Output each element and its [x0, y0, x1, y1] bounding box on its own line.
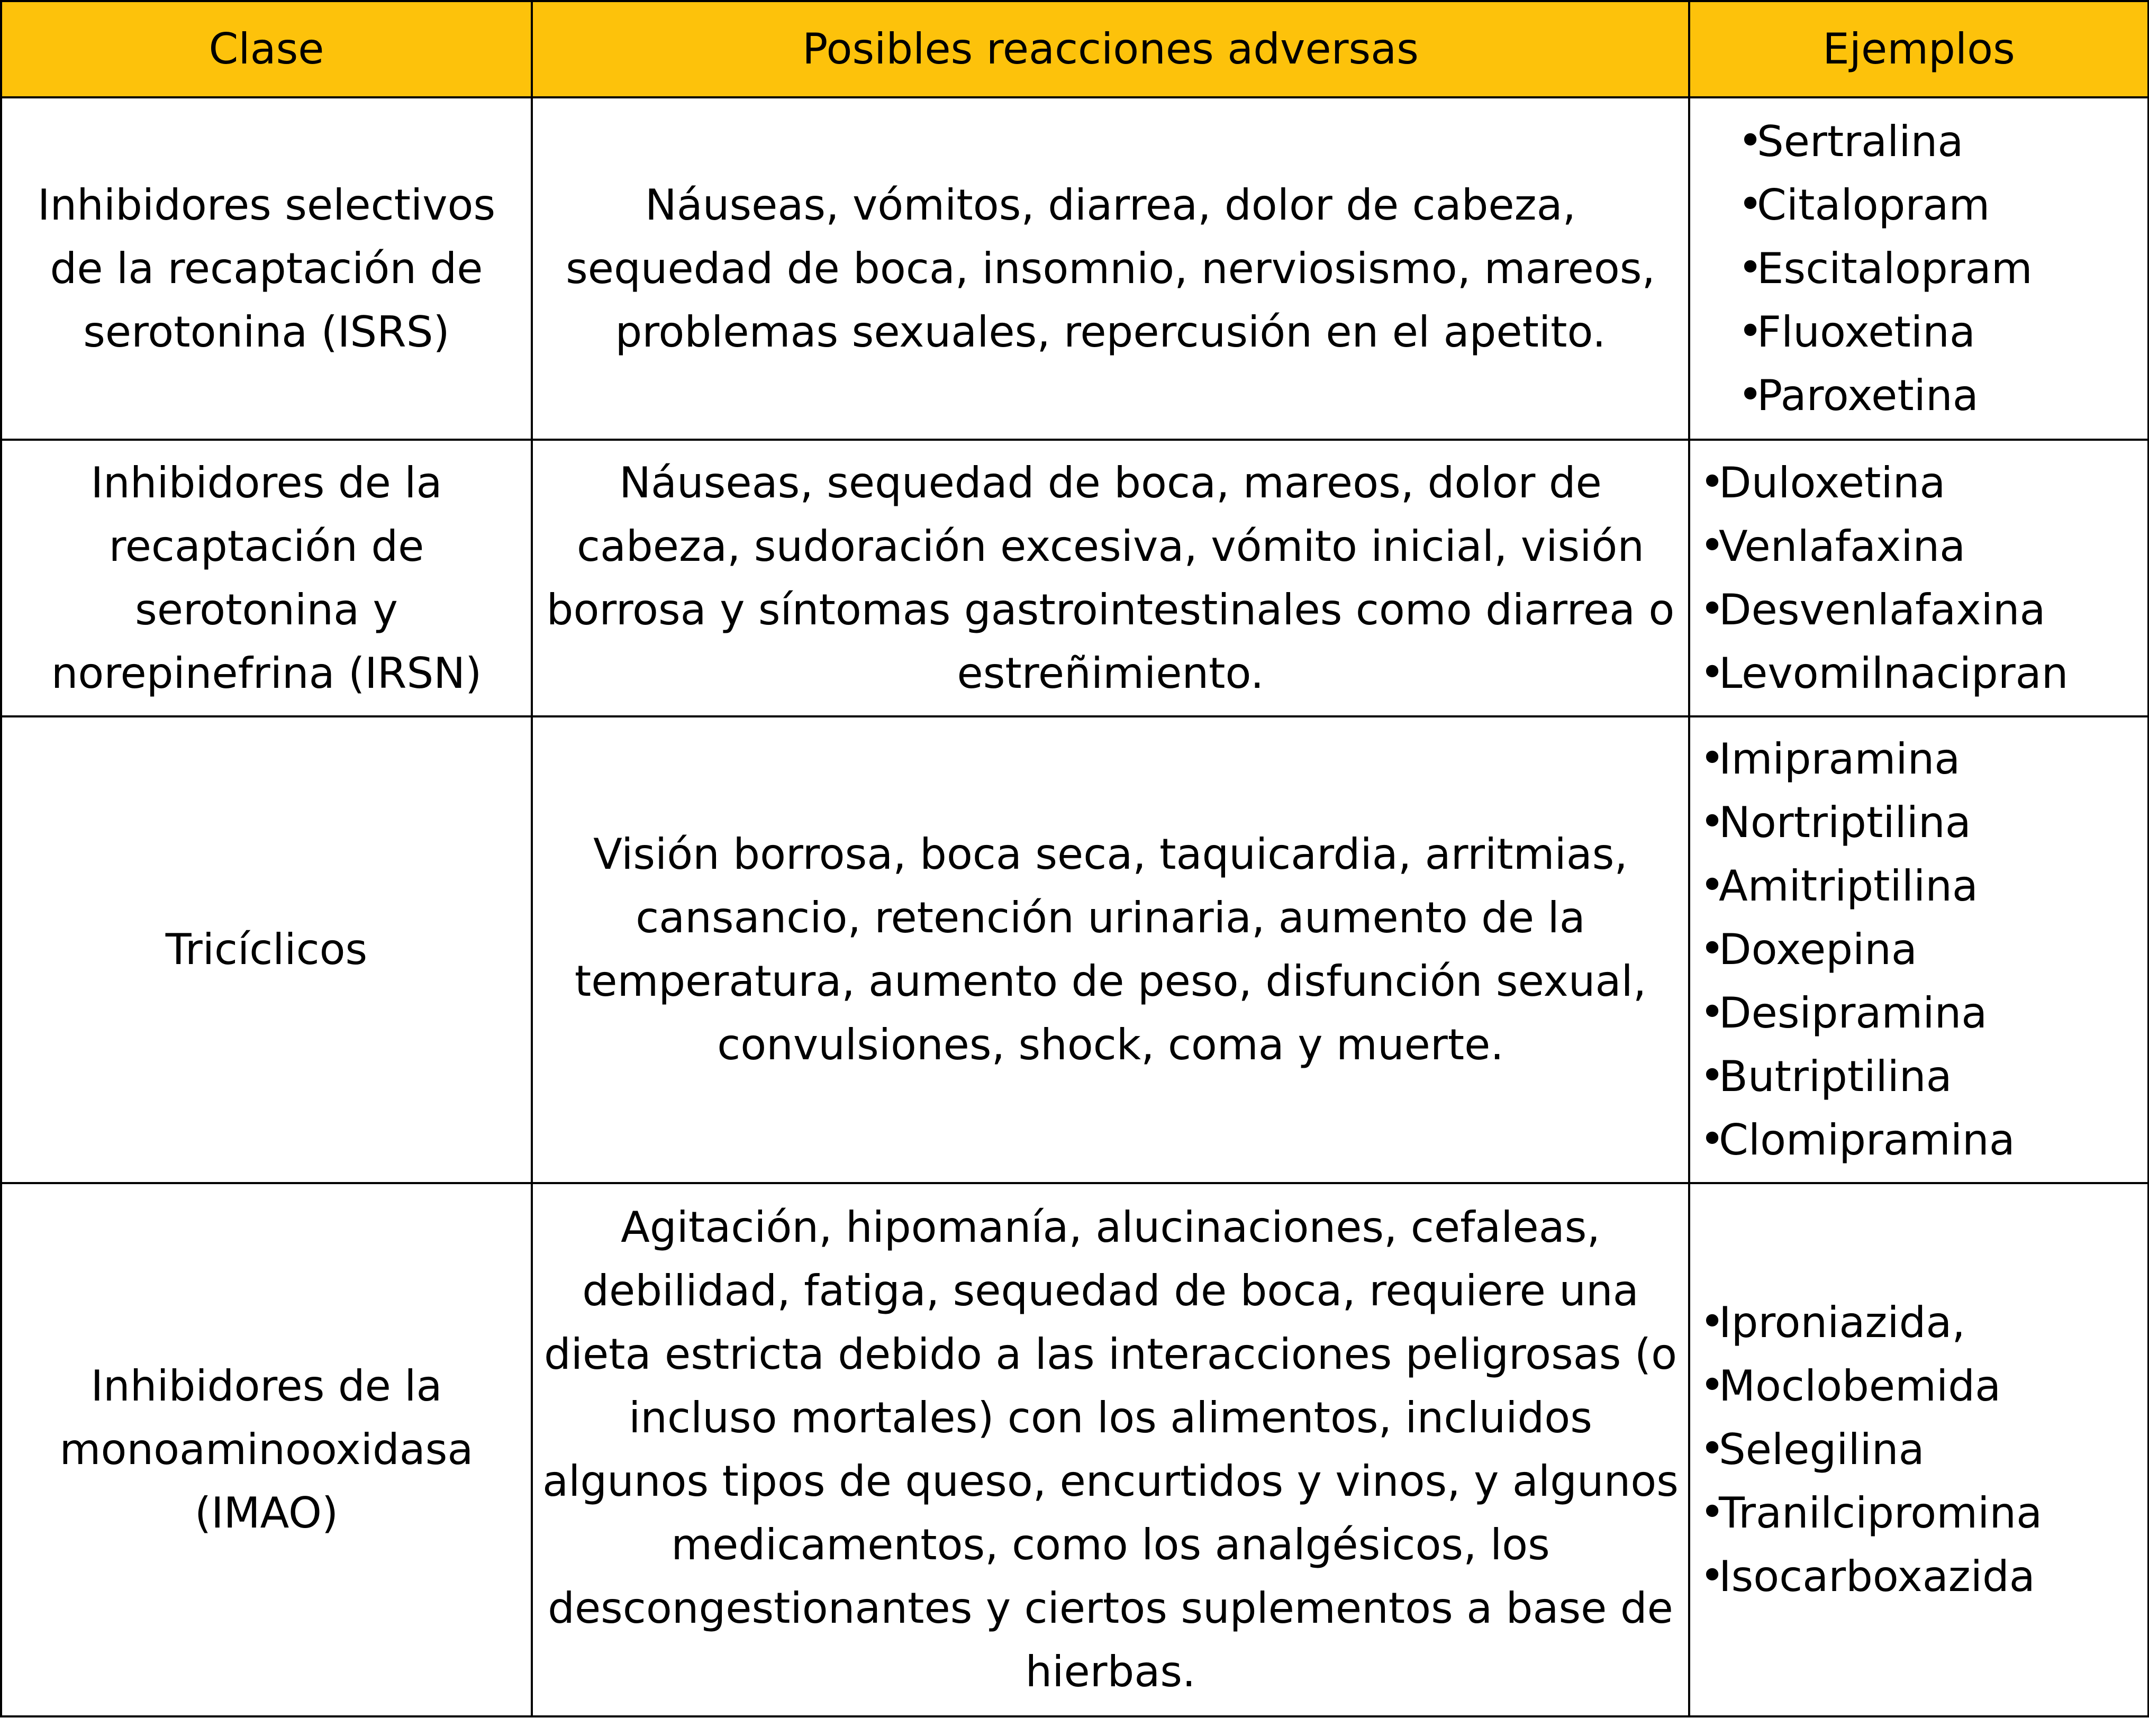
ejemplos-list [1700, 728, 2138, 1172]
ejemplos-cell [1689, 97, 2148, 440]
table-row [1, 1183, 2148, 1716]
list-item: • Desipramina [1700, 981, 2138, 1045]
clase-cell: Inhibidores de la recaptación de serotonina y norepinefrina (IRSN) [1, 440, 532, 716]
header-clase: Clase [1, 1, 532, 97]
list-item: • Iproniazida, [1700, 1291, 2138, 1355]
header-row [1, 1, 2148, 97]
list-item: • Levomilnacipran [1700, 642, 2138, 705]
table-row [1, 97, 2148, 440]
list-item: • Amitriptilina [1700, 855, 2138, 918]
ejemplos-list [1700, 451, 2138, 705]
list-item: • Venlafaxina [1700, 515, 2138, 578]
list-item: • Sertralina [1738, 110, 2138, 174]
list-item: • Moclobemida [1700, 1355, 2138, 1418]
list-item: • Duloxetina [1700, 451, 2138, 515]
ejemplos-cell [1689, 1183, 2148, 1716]
list-item: • Paroxetina [1738, 364, 2138, 428]
clase-cell: Inhibidores selectivos de la recaptación de serotonina (ISRS) [1, 97, 532, 440]
reacciones-cell: Agitación, hipomanía, alucinaciones, cefaleas, debilidad, fatiga, sequedad de boca, requiere una dieta estricta debido a las interacciones peligrosas (o incluso mortales) con los alimentos, incluidos algunos tipos de queso, encurtidos y vinos, y algunos medicamentos, como los analgésicos, los descongestionantes y ciertos suplementos a base de hierbas. [532, 1183, 1689, 1716]
ejemplos-cell [1689, 440, 2148, 716]
list-item: • Isocarboxazida [1700, 1545, 2138, 1608]
ejemplos-cell [1689, 716, 2148, 1183]
header-ejemplos: Ejemplos [1689, 1, 2148, 97]
list-item: • Desvenlafaxina [1700, 578, 2138, 642]
clase-cell: Inhibidores de la monoaminooxidasa (IMAO) [1, 1183, 532, 1716]
reacciones-cell: Visión borrosa, boca seca, taquicardia, arritmias, cansancio, retención urinaria, aumento de la temperatura, aumento de peso, disfunción sexual, convulsiones, shock, coma y muerte. [532, 716, 1689, 1183]
list-item: • Selegilina [1700, 1418, 2138, 1481]
clase-cell: Tricíclicos [1, 716, 532, 1183]
header-reacciones: Posibles reacciones adversas [532, 1, 1689, 97]
list-item: • Butriptilina [1700, 1045, 2138, 1108]
list-item: • Clomipramina [1700, 1108, 2138, 1172]
list-item: • Escitalopram [1738, 237, 2138, 301]
table-row [1, 716, 2148, 1183]
list-item: • Citalopram [1738, 174, 2138, 237]
list-item: • Imipramina [1700, 728, 2138, 791]
list-item: • Nortriptilina [1700, 791, 2138, 855]
list-item: • Fluoxetina [1738, 301, 2138, 364]
reacciones-cell: Náuseas, vómitos, diarrea, dolor de cabeza, sequedad de boca, insomnio, nerviosismo, mareos, problemas sexuales, repercusión en el apetito. [532, 97, 1689, 440]
ejemplos-list [1700, 1291, 2138, 1608]
list-item: • Tranilcipromina [1700, 1481, 2138, 1545]
ejemplos-list [1738, 110, 2138, 428]
table-row [1, 440, 2148, 716]
reacciones-cell: Náuseas, sequedad de boca, mareos, dolor de cabeza, sudoración excesiva, vómito inicial, visión borrosa y síntomas gastrointestinales como diarrea o estreñimiento. [532, 440, 1689, 716]
list-item: • Doxepina [1700, 918, 2138, 981]
